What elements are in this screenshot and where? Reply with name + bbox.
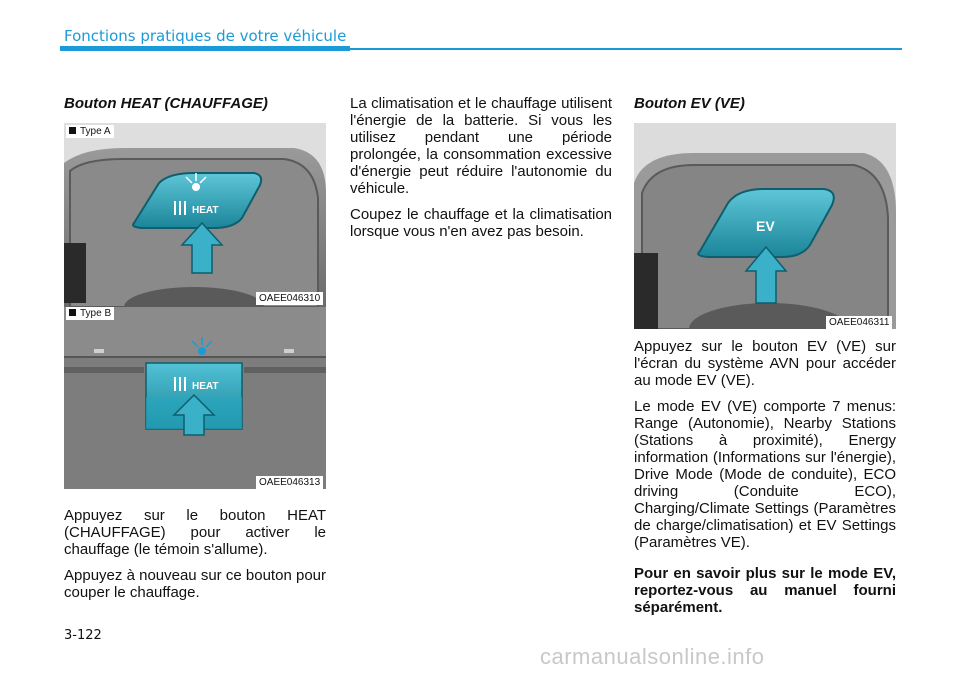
heat-button-type-b-illustration — [64, 307, 326, 489]
header-accent-bar — [60, 46, 350, 51]
paragraph: Appuyez à nouveau sur ce bouton pour couper le chauffage. — [64, 567, 326, 601]
square-bullet-icon — [69, 127, 76, 134]
figure-type-b — [64, 307, 326, 489]
climate-note — [350, 95, 612, 249]
paragraph: La climatisation et le chauffage utilisent l'énergie de la batterie. Si vous les utilisez pendant une période prolongée, la consommation excessive d'énergie peut réduire l'autonomie du véhicule. — [350, 95, 612, 197]
figure-b-label — [66, 307, 114, 320]
ev-button-heading: Bouton EV (VE) — [634, 95, 745, 112]
figure-a-label — [66, 125, 114, 138]
heat-instructions — [64, 507, 326, 610]
figure-type-a — [64, 123, 326, 307]
paragraph: Coupez le chauffage et la climatisation lorsque vous n'en avez pas besoin. — [350, 206, 612, 240]
figure-a-label-text: Type A — [80, 126, 111, 137]
paragraph: Appuyez sur le bouton HEAT (CHAUFFAGE) pour activer le chauffage (le témoin s'allume). — [64, 507, 326, 558]
figure-b-label-text: Type B — [80, 308, 112, 319]
page-number: 3-122 — [64, 628, 102, 643]
heat-button-type-a-illustration — [64, 123, 326, 307]
figure-ev — [634, 123, 896, 329]
ev-button-illustration — [634, 123, 896, 329]
ev-button-label: EV — [756, 218, 775, 234]
paragraph: Appuyez sur le bouton EV (VE) sur l'écran du système AVN pour accéder au mode EV (VE). — [634, 338, 896, 389]
watermark: carmanualsonline.info — [540, 644, 765, 669]
figure-a-code: OAEE046310 — [256, 292, 323, 305]
figure-ev-code: OAEE046311 — [826, 316, 892, 329]
bold-note: Pour en savoir plus sur le mode EV, reportez-vous au manuel fourni séparément. — [634, 565, 896, 616]
heat-button-label-b: HEAT — [192, 381, 219, 392]
square-bullet-icon — [69, 309, 76, 316]
paragraph: Le mode EV (VE) comporte 7 menus: Range (Autonomie), Nearby Stations (Stations à proximité), Energy information (Informations sur l'énergie), Drive Mode (Mode de conduite), ECO driving (Conduite ECO), Charging/Climate Settings (Paramètres de charge/climatisation) et EV Settings (Paramètres VE). — [634, 398, 896, 551]
ev-instructions — [634, 338, 896, 625]
heat-button-heading: Bouton HEAT (CHAUFFAGE) — [64, 95, 268, 112]
header-rule — [350, 48, 902, 50]
section-title: Fonctions pratiques de votre véhicule — [64, 27, 347, 45]
heat-button-label-a: HEAT — [192, 205, 219, 216]
figure-b-code: OAEE046313 — [256, 476, 323, 489]
